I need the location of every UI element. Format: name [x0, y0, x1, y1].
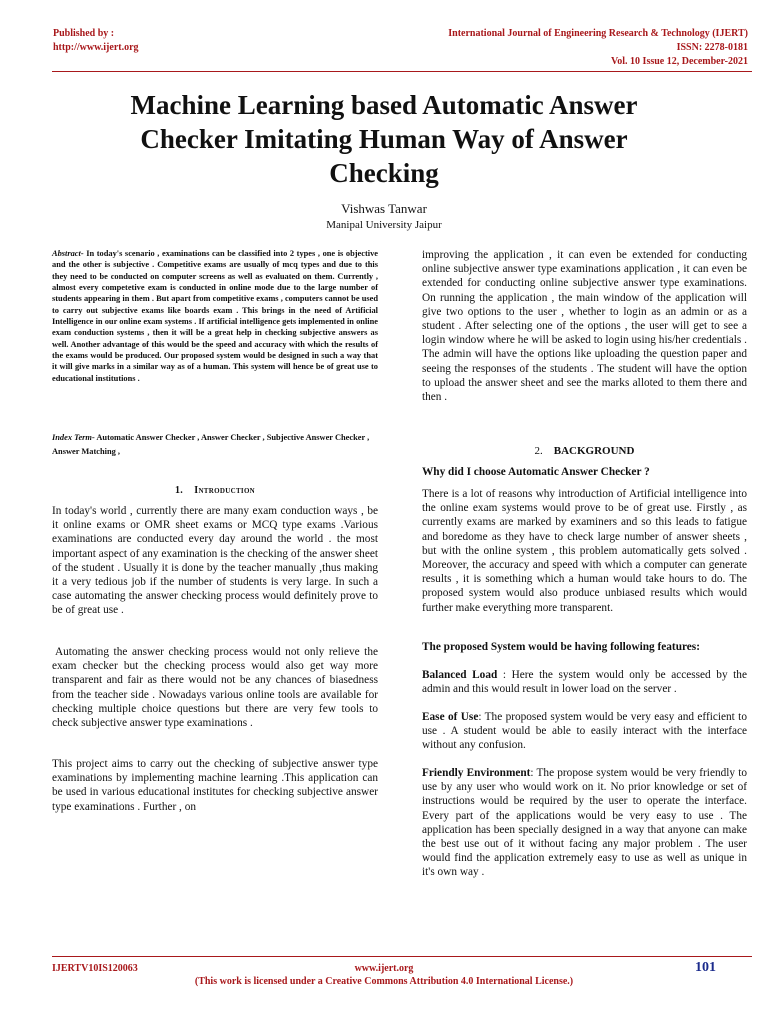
- issn: ISSN: 2278-0181: [676, 42, 748, 53]
- paper-title: [40, 88, 728, 190]
- section-heading-background: [422, 445, 747, 457]
- footer-site-link[interactable]: www.ijert.org: [354, 963, 414, 974]
- section-title: BACKGROUND: [553, 445, 635, 457]
- intro-paragraph-2: Automating the answer checking process would not only relieve the exam checker but the checking process would also get way more transparent and fair as there would not be any chances of biasedness from the teacher side . Nowadays various online tools are available for checking multiple choice questions but there are very few tools to check subjective answer type examinations .: [52, 646, 378, 730]
- section-heading-introduction: [52, 485, 378, 496]
- title-line-2: Checker Imitating Human Way of Answer: [140, 124, 628, 154]
- volume-issue: Vol. 10 Issue 12, December-2021: [610, 56, 748, 67]
- index-terms-label: Index Term-: [52, 433, 95, 442]
- intro-paragraph-3: This project aims to carry out the checking of subjective answer type examinations by implementing machine learning .This application can be used in various educational institutes for checking subjective answer type examinations . Further , on: [52, 758, 378, 813]
- author-name: Vishwas Tanwar: [341, 201, 427, 216]
- title-line-1: Machine Learning based Automatic Answer: [130, 90, 638, 120]
- journal-name: International Journal of Engineering Research & Technology (IJERT): [448, 28, 748, 39]
- feature-friendly-environment: [422, 766, 747, 880]
- feature-ease-of-use: [422, 710, 747, 753]
- feature-label: Balanced Load: [422, 669, 498, 681]
- why-paragraph: There is a lot of reasons why introduction of Artificial intelligence into the online exam systems would prove to be of great use. Firstly , as currently exams are marked by examiners and so this leads to fatigue and boredome as they have to check large number of answer sheets , but with the online system , this problem automatically gets solved . Moreover, the accuracy and speed with which a computer can generate results , it is something which a human would take hours to do. The proposed system would also produce unbiased results which would further make everything more transparent.: [422, 488, 747, 614]
- feature-text: : The proposed system would be very easy and efficient to use . A student would be able to easily interact with the interface without any confusion.: [422, 711, 747, 752]
- section-number: 2.: [534, 445, 543, 457]
- abstract-label: Abstract-: [52, 249, 84, 258]
- feature-balanced-load: [422, 668, 747, 696]
- published-by-label: Published by :: [53, 28, 115, 39]
- feature-label: Ease of Use: [422, 711, 479, 723]
- intro-paragraph-1: In today's world , currently there are many exam conduction ways , be it online exams or OMR sheet exams or MCQ type exams .Various examinations are conducted every day around the world . the most important aspect of any examination is the checking of the answer sheet of the student . Usually it is done by the teacher manually ,thus making it a very tedious job if the number of students is very large. In such a case automating the answer checking process would definitely prove to be of great use .: [52, 505, 378, 617]
- feature-label: Friendly Environment: [422, 767, 531, 779]
- abstract: [52, 248, 378, 384]
- footer-license: (This work is licensed under a Creative Commons Attribution 4.0 International License.): [194, 976, 574, 987]
- section-number: 1.: [174, 485, 184, 496]
- footer-divider: [52, 956, 752, 957]
- header-journal-info: [448, 27, 748, 69]
- why-heading: Why did I choose Automatic Answer Checker ?: [422, 466, 650, 478]
- title-line-3: Checking: [329, 158, 439, 188]
- index-terms: [52, 431, 378, 459]
- feature-text: : The propose system would be very friendly to use by any user who would work on it. No prior knowledge or set of instructions would be required by the user to operate the interface. Every part of the applications would be very easy to use . The application has been specially designed in a way that anyone can make the best use out of it without facing any major problem . The user would find the application extremely easy to use as well as unique in it's own way .: [422, 767, 748, 879]
- section-title: Introduction: [194, 485, 256, 496]
- header-publisher: [53, 27, 139, 55]
- journal-url-link[interactable]: http://www.ijert.org: [53, 42, 139, 53]
- page-number: 101: [695, 960, 716, 975]
- footer-paper-id: IJERTV10IS120063: [52, 963, 138, 974]
- continued-paragraph: improving the application , it can even be extended for conducting online subjective answer type examinations application , it can even be extended for conducting online subjective answer type examinations. On running the application , the main window of the application will give two options to the user , whether to login as an admin or as a student . After selecting one of the options , the user will get to see a login window where he will be asked to login using his/her credentials . The admin will have the options like uploading the question paper and seeing the responses of the students . The student will have the option to upload the answer sheet and see the marks alloted to them there and then .: [422, 249, 747, 404]
- features-heading: The proposed System would be having following features:: [422, 641, 700, 653]
- feature-text: : Here the system would only be accessed by the admin and this would result in lower load on the server .: [422, 669, 747, 696]
- abstract-text: In today's scenario , examinations can be classified into 2 types , one is objective and the other is subjective . Competitive exams are usually of mcq types and due to this they need to be conducted on computer screens as well as evaluated on them. Currently , almost every competetive exam is conducted in online mode due to the large number of students appearing in them . But apart from competitive exams , computers cannot be used to carry out subjective exams like boards exam . This brings in the need of Artificial Intelligence in our online exam systems . If artificial intelligence gets implemented in online exam conduction systems , then it will be a great help in checking subjective answers as well. Another advantage of this would be the speed and accuracy with which the results of the exams would be produced. Our proposed system would be designed in such a way that it will give marks in a similar way as of a human. This system will hence be of great use to educational institutions .: [52, 249, 378, 383]
- index-terms-text: Automatic Answer Checker , Answer Checker , Subjective Answer Checker , Answer Matching ,: [52, 433, 370, 456]
- author-affiliation: Manipal University Jaipur: [326, 219, 442, 231]
- header-divider: [52, 71, 752, 72]
